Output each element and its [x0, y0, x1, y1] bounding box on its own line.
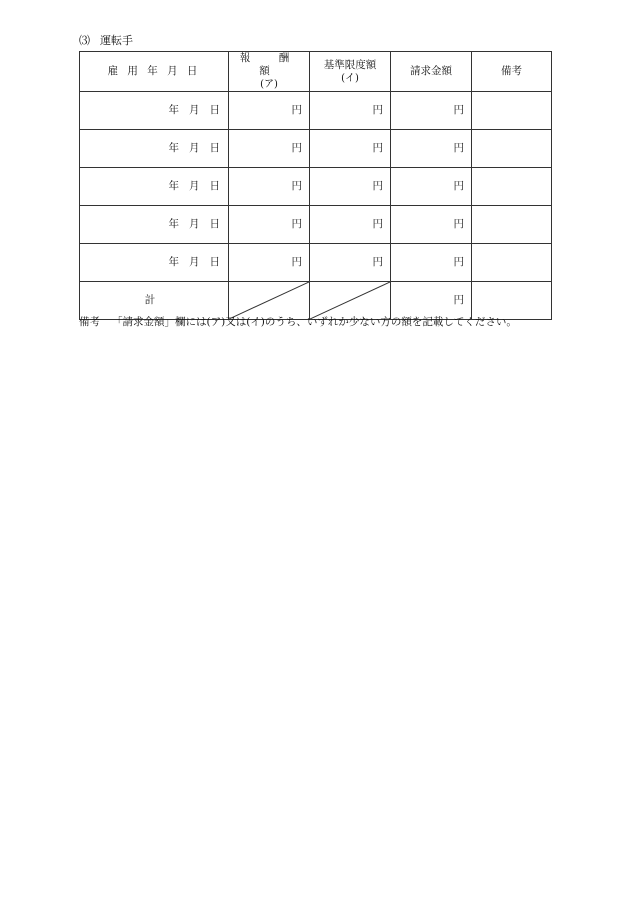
header-pay-amount-sub: (ア)	[260, 79, 278, 90]
pay-amount-cell[interactable]: 円	[229, 244, 310, 282]
day-unit: 日	[209, 218, 220, 230]
limit-amount-cell[interactable]: 円	[310, 168, 391, 206]
remarks-cell[interactable]	[472, 92, 552, 130]
limit-amount-cell[interactable]: 円	[310, 130, 391, 168]
employment-date-cell[interactable]	[80, 206, 229, 244]
remarks-cell[interactable]	[472, 244, 552, 282]
year-unit: 年	[168, 256, 179, 268]
footnote	[79, 316, 517, 329]
header-claim-amount: 請求金額	[391, 52, 472, 92]
remarks-total-cell[interactable]	[472, 282, 552, 320]
limit-amount-cell[interactable]: 円	[310, 206, 391, 244]
employment-date-cell[interactable]	[80, 168, 229, 206]
header-pay-amount-label: 報 酬 額	[239, 52, 318, 77]
month-unit: 月	[189, 218, 200, 230]
table-row	[80, 244, 552, 282]
claim-amount-total[interactable]: 円	[391, 282, 472, 320]
footnote-text: 「請求金額」欄には(ア)又は(イ)のうち、いずれか少ない方の額を記載してください。	[112, 316, 517, 328]
pay-amount-total-struck	[229, 282, 310, 320]
header-employment-date: 雇 用 年 月 日	[80, 52, 229, 92]
month-unit: 月	[189, 142, 200, 154]
driver-claim-table	[79, 51, 552, 320]
claim-amount-cell[interactable]: 円	[391, 244, 472, 282]
claim-amount-cell[interactable]: 円	[391, 92, 472, 130]
claim-amount-cell[interactable]: 円	[391, 168, 472, 206]
section-number: ⑶	[79, 34, 90, 47]
table-row	[80, 130, 552, 168]
claim-amount-cell[interactable]: 円	[391, 130, 472, 168]
limit-amount-cell[interactable]: 円	[310, 92, 391, 130]
limit-amount-total-struck	[310, 282, 391, 320]
section-heading	[79, 34, 133, 48]
header-remarks: 備考	[472, 52, 552, 92]
pay-amount-cell[interactable]: 円	[229, 168, 310, 206]
pay-amount-cell[interactable]: 円	[229, 130, 310, 168]
header-limit-amount	[310, 52, 391, 92]
limit-amount-cell[interactable]: 円	[310, 244, 391, 282]
table-row	[80, 168, 552, 206]
claim-amount-cell[interactable]: 円	[391, 206, 472, 244]
table-header-row	[80, 52, 552, 92]
diagonal-strike	[310, 282, 390, 319]
year-unit: 年	[168, 180, 179, 192]
month-unit: 月	[189, 180, 200, 192]
employment-date-cell[interactable]	[80, 130, 229, 168]
table-row	[80, 206, 552, 244]
remarks-cell[interactable]	[472, 206, 552, 244]
table-row	[80, 92, 552, 130]
header-pay-amount	[229, 52, 318, 92]
total-label: 計	[80, 282, 229, 320]
day-unit: 日	[209, 180, 220, 192]
employment-date-cell[interactable]	[80, 92, 229, 130]
pay-amount-cell[interactable]: 円	[229, 92, 310, 130]
day-unit: 日	[209, 142, 220, 154]
header-limit-amount-sub: (イ)	[341, 72, 359, 84]
day-unit: 日	[209, 256, 220, 268]
remarks-cell[interactable]	[472, 130, 552, 168]
year-unit: 年	[168, 218, 179, 230]
total-row	[80, 282, 552, 320]
month-unit: 月	[189, 104, 200, 116]
remarks-cell[interactable]	[472, 168, 552, 206]
year-unit: 年	[168, 104, 179, 116]
employment-date-cell[interactable]	[80, 244, 229, 282]
footnote-label: 備考	[79, 316, 100, 328]
section-title: 運転手	[100, 34, 133, 47]
year-unit: 年	[168, 142, 179, 154]
pay-amount-cell[interactable]: 円	[229, 206, 310, 244]
day-unit: 日	[209, 104, 220, 116]
month-unit: 月	[189, 256, 200, 268]
diagonal-strike	[229, 282, 309, 319]
header-limit-amount-label: 基準限度額	[323, 58, 377, 71]
